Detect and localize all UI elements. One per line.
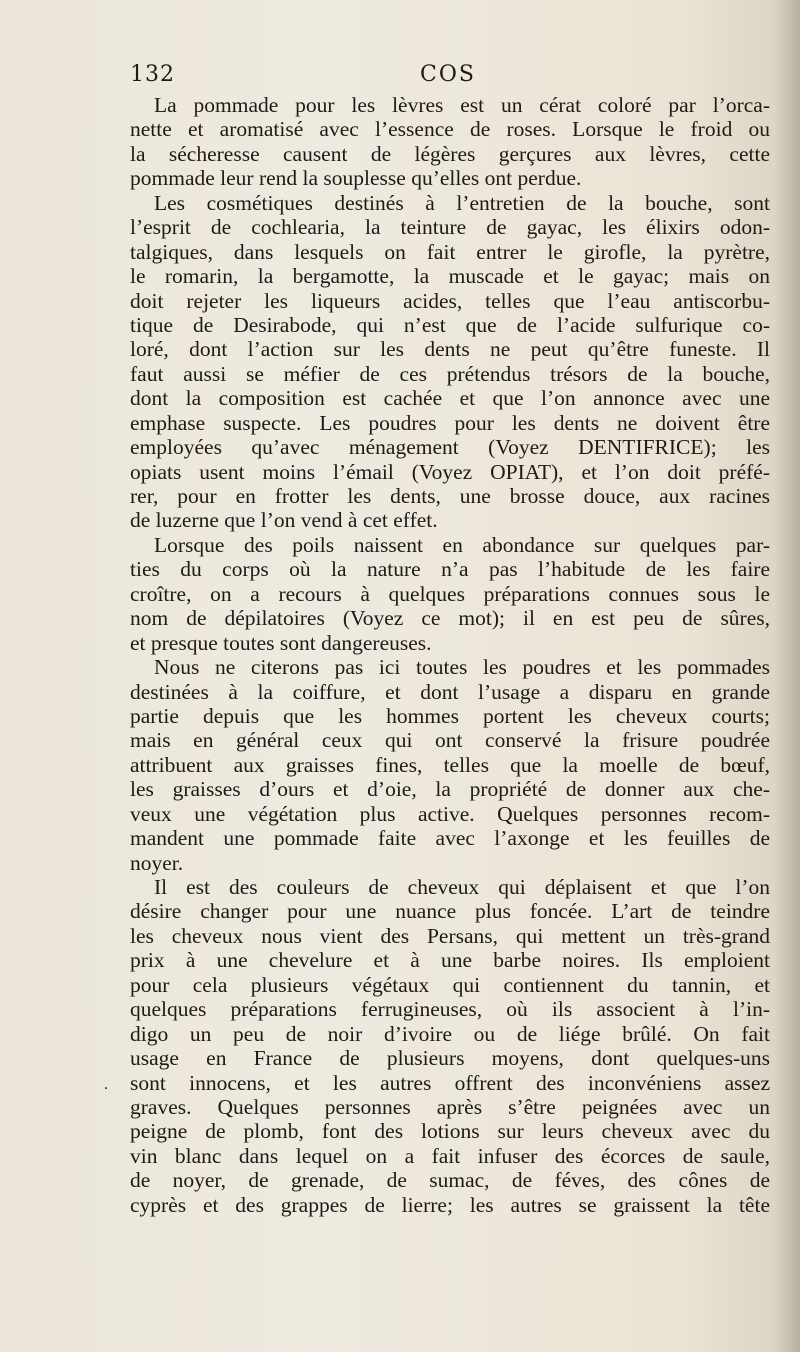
text-line: Lorsque des poils naissent en abondance sur quelques par- [154, 532, 770, 557]
text-line: Il est des couleurs de cheveux qui déplaisent et que l’on [154, 875, 770, 899]
text-line: ties du corps où la nature n’a pas l’habitude de les faire [130, 557, 770, 582]
text-line: digo un peu de noir d’ivoire ou de liége brûlé. On fait [130, 1021, 770, 1046]
text-line: nom de dépilatoires (Voyez ce mot); il en est peu de sûres, [130, 606, 770, 631]
text-line: pommade leur rend la souplesse qu’elles ont perdue. [130, 166, 582, 191]
text-line: tique de Desirabode, qui n’est que de l’acide sulfurique co- [130, 312, 770, 337]
text-line: graves. Quelques personnes après s’être peignées avec un [130, 1094, 770, 1119]
running-head: COS [420, 62, 476, 87]
text-line: croître, on a recours à quelques préparations connues sous le [130, 581, 770, 606]
text-line: prix à une chevelure et à une barbe noires. Ils emploient [130, 948, 770, 973]
text-line: vin blanc dans lequel on a fait infuser des écorces de saule, [130, 1143, 770, 1168]
text-line: loré, dont l’action sur les dents ne peut qu’être funeste. Il [130, 337, 770, 362]
text-line: nette et aromatisé avec l’essence de roses. Lorsque le froid ou [130, 117, 770, 142]
text-line: mandent une pommade faite avec l’axonge et les feuilles de [130, 826, 770, 851]
body-text [130, 93, 770, 1217]
text-line: le romarin, la bergamotte, la muscade et le gayac; mais on [130, 264, 770, 289]
text-line: partie depuis que les hommes portent les cheveux courts; [130, 703, 770, 728]
text-line: veux une végétation plus active. Quelques personnes recom- [130, 801, 770, 826]
text-line: de noyer, de grenade, de sumac, de féves, des cônes de [130, 1168, 770, 1193]
text-line: opiats usent moins l’émail (Voyez OPIAT), et l’on doit préfé- [130, 459, 770, 484]
text-line: talgiques, dans lesquels on fait entrer le girofle, la pyrètre, [130, 239, 770, 264]
text-line: noyer. [130, 850, 184, 875]
text-line: Nous ne citerons pas ici toutes les poudres et les pommades [154, 655, 770, 680]
margin-dot: . [104, 1076, 108, 1093]
text-line: et presque toutes sont dangereuses. [130, 630, 432, 655]
text-line: de luzerne que l’on vend à cet effet. [130, 508, 438, 533]
text-line: désire changer pour une nuance plus foncée. L’art de teindre [130, 899, 770, 924]
text-line: mais en général ceux qui ont conservé la frisure poudrée [130, 728, 770, 753]
page-gutter-shadow [774, 0, 800, 1352]
text-line: faut aussi se méfier de ces prétendus trésors de la bouche, [130, 361, 770, 386]
text-line: sont innocens, et les autres offrent des inconvéniens assez [130, 1070, 770, 1095]
text-line: dont la composition est cachée et que l’on annonce avec une [130, 386, 770, 411]
text-line: quelques préparations ferrugineuses, où ils associent à l’in- [130, 997, 770, 1022]
text-line: l’esprit de cochlearia, la teinture de gayac, les élixirs odon- [130, 215, 770, 240]
text-line: usage en France de plusieurs moyens, dont quelques-uns [130, 1046, 770, 1071]
text-line: la sécheresse causent de légères gerçures aux lèvres, cette [130, 141, 770, 166]
text-line: attribuent aux graisses fines, telles que la moelle de bœuf, [130, 752, 770, 777]
text-line: doit rejeter les liqueurs acides, telles que l’eau antiscorbu- [130, 288, 770, 313]
text-line: rer, pour en frotter les dents, une brosse douce, aux racines [130, 484, 770, 508]
text-line: emphase suspecte. Les poudres pour les dents ne doivent être [130, 410, 770, 435]
text-line: pour cela plusieurs végétaux qui contiennent du tannin, et [130, 972, 770, 997]
page-number: 132 [130, 62, 175, 87]
text-line: peigne de plomb, font des lotions sur leurs cheveux avec du [130, 1119, 770, 1144]
text-line: les graisses d’ours et d’oie, la propriété de donner aux che- [130, 777, 770, 802]
text-line: les cheveux nous vient des Persans, qui mettent un très-grand [130, 923, 770, 948]
text-line: employées qu’avec ménagement (Voyez DENTIFRICE); les [130, 435, 770, 460]
page-header [130, 62, 770, 92]
text-line: cyprès et des grappes de lierre; les autres se graissent la tête [130, 1192, 770, 1217]
text-line: Les cosmétiques destinés à l’entretien de la bouche, sont [154, 190, 770, 215]
text-line: La pommade pour les lèvres est un cérat coloré par l’orca- [154, 93, 770, 117]
text-line: destinées à la coiffure, et dont l’usage a disparu en grande [130, 679, 770, 704]
